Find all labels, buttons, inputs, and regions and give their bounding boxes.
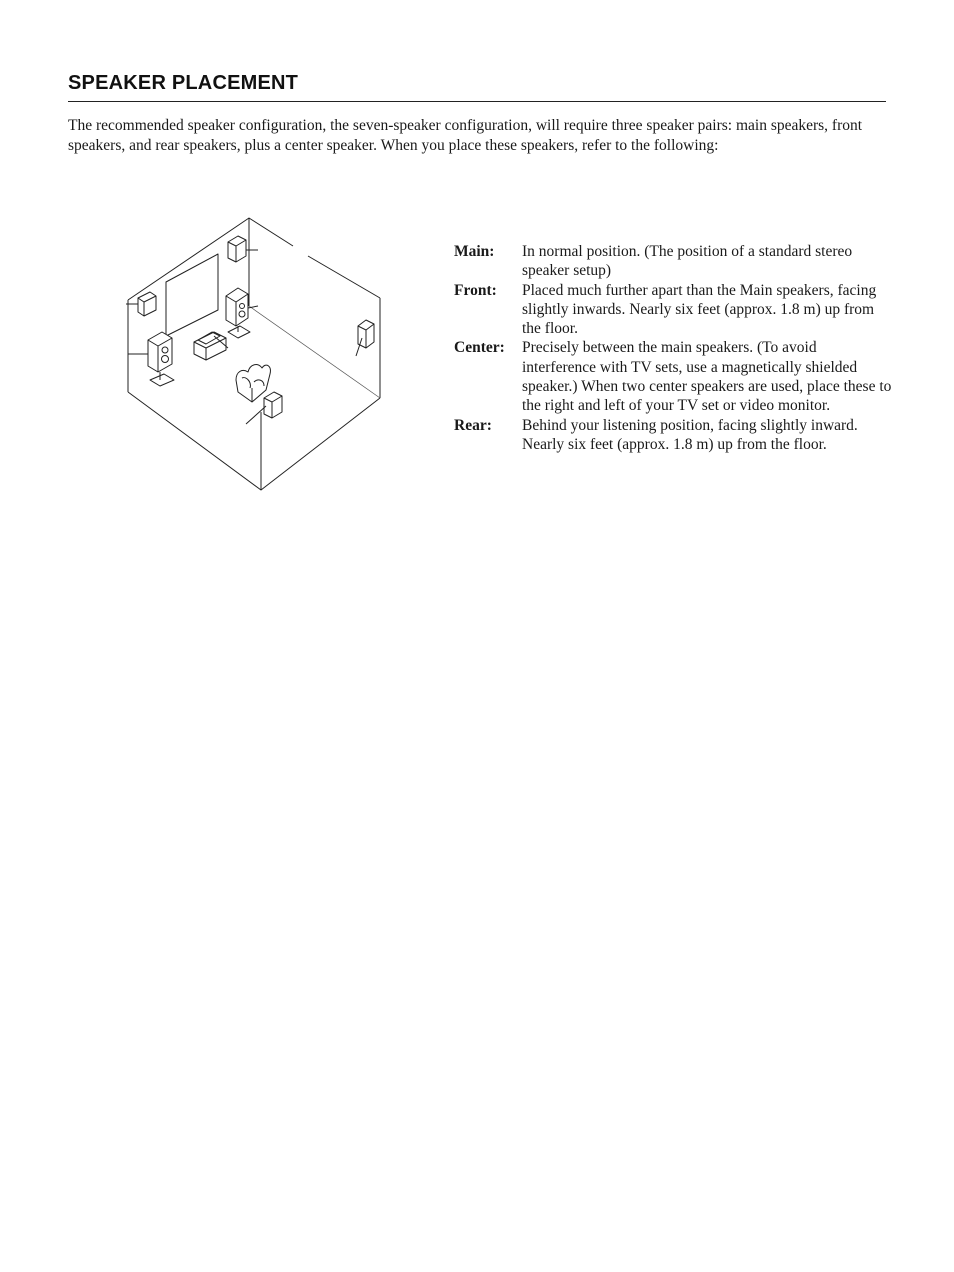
speaker-definitions: [454, 242, 894, 454]
definition-term: Center:: [454, 339, 505, 357]
room-floor-right: [249, 306, 380, 398]
room-back-wall-top: [128, 218, 293, 300]
intro-paragraph: The recommended speaker configuration, the seven-speaker configuration, will require three speaker pairs: main speakers, front speakers, and rear speakers, plus a center speaker. When you place these speakers, refer to the following:: [68, 117, 863, 154]
rear-left-pointer: [246, 406, 266, 424]
definition-term: Front:: [454, 281, 497, 299]
definition-center: [454, 338, 894, 415]
main-left-speaker: [148, 332, 174, 386]
room-floor-front: [128, 392, 380, 490]
definition-text: In normal position. (The position of a standard stereo speaker setup): [522, 243, 853, 280]
definition-main: [454, 242, 894, 281]
definition-front: [454, 281, 894, 339]
definition-rear: [454, 416, 894, 455]
room-speaker-layout-illustration: [118, 212, 398, 496]
page-title: SPEAKER PLACEMENT: [68, 72, 886, 102]
center-speaker: [194, 332, 226, 360]
definition-text: Precisely between the main speakers. (To avoid interference with TV sets, use a magnetically shielded speaker.) When two center speakers are used, place these to the right and left of your TV set or video monitor.: [522, 339, 892, 415]
listening-chair: [236, 365, 270, 402]
definition-text: Placed much further apart than the Main speakers, facing slightly inwards. Nearly six feet (approx. 1.8 m) up from the floor.: [522, 281, 877, 338]
rear-left-speaker: [264, 392, 282, 418]
definition-term: Main:: [454, 243, 495, 260]
room-right-wall-top: [308, 256, 380, 298]
front-right-speaker: [228, 236, 246, 262]
definition-text: Behind your listening position, facing slightly inward. Nearly six feet (approx. 1.8 m) up from the floor.: [522, 416, 858, 453]
speaker-placement-diagram: [118, 212, 398, 496]
main-right-speaker: [226, 288, 250, 338]
front-left-speaker: [138, 292, 156, 316]
definition-term: Rear:: [454, 416, 492, 434]
tv-screen: [166, 254, 218, 336]
